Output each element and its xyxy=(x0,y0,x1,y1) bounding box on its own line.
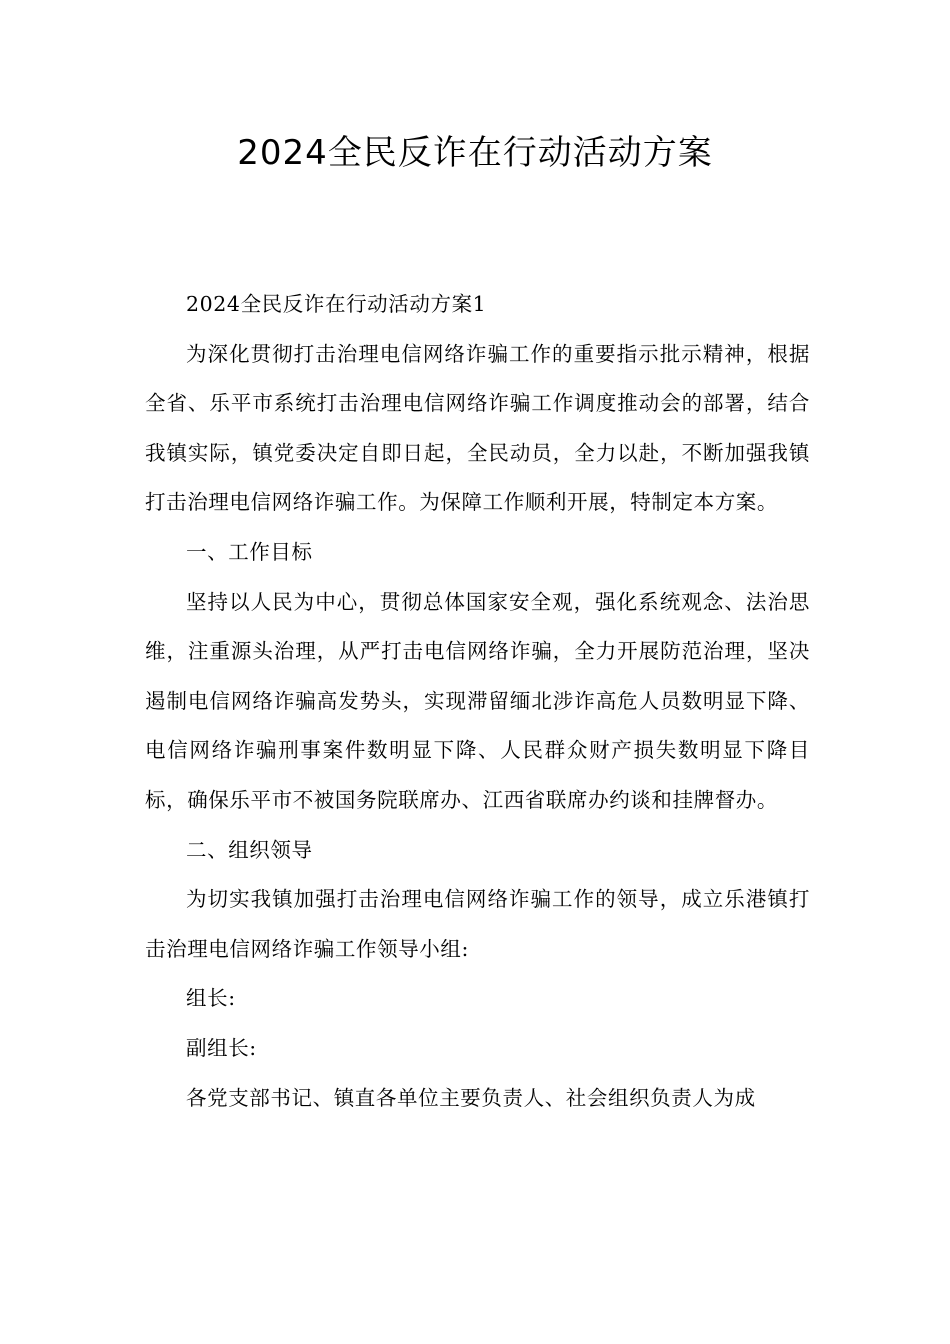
section-heading-goals: 一、工作目标 xyxy=(186,539,313,564)
intro-paragraph: 为深化贯彻打击治理电信网络诈骗工作的重要指示批示精神，根据全省、乐平市系统打击治理电信网络诈骗工作调度推动会的部署，结合我镇实际，镇党委决定自即日起，全民动员，全力以赴，不断加强我镇打击治理电信网络诈骗工作。为保障工作顺利开展，特制定本方案。 xyxy=(145,341,810,515)
leader-label: 组长: xyxy=(186,986,236,1011)
organization-paragraph: 为切实我镇加强打击治理电信网络诈骗工作的领导，成立乐港镇打击治理电信网络诈骗工作领导小组: xyxy=(145,887,810,961)
deputy-leader-label: 副组长: xyxy=(186,1035,257,1060)
members-paragraph: 各党支部书记、镇直各单位主要负责人、社会组织负责人为成 xyxy=(186,1085,756,1110)
goals-paragraph: 坚持以人民为中心，贯彻总体国家安全观，强化系统观念、法治思维，注重源头治理，从严打击电信网络诈骗，全力开展防范治理，坚决遏制电信网络诈骗高发势头，实现滞留缅北涉诈高危人员数明显下降、电信网络诈骗刑事案件数明显下降、人民群众财产损失数明显下降目标，确保乐平市不被国务院联席办、江西省联席办约谈和挂牌督办。 xyxy=(145,589,810,812)
document-body xyxy=(145,280,810,1123)
document-title: 2024全民反诈在行动活动方案 xyxy=(237,133,713,173)
section-heading-organization: 二、组织领导 xyxy=(186,837,313,862)
document-subtitle: 2024全民反诈在行动活动方案1 xyxy=(186,292,487,316)
